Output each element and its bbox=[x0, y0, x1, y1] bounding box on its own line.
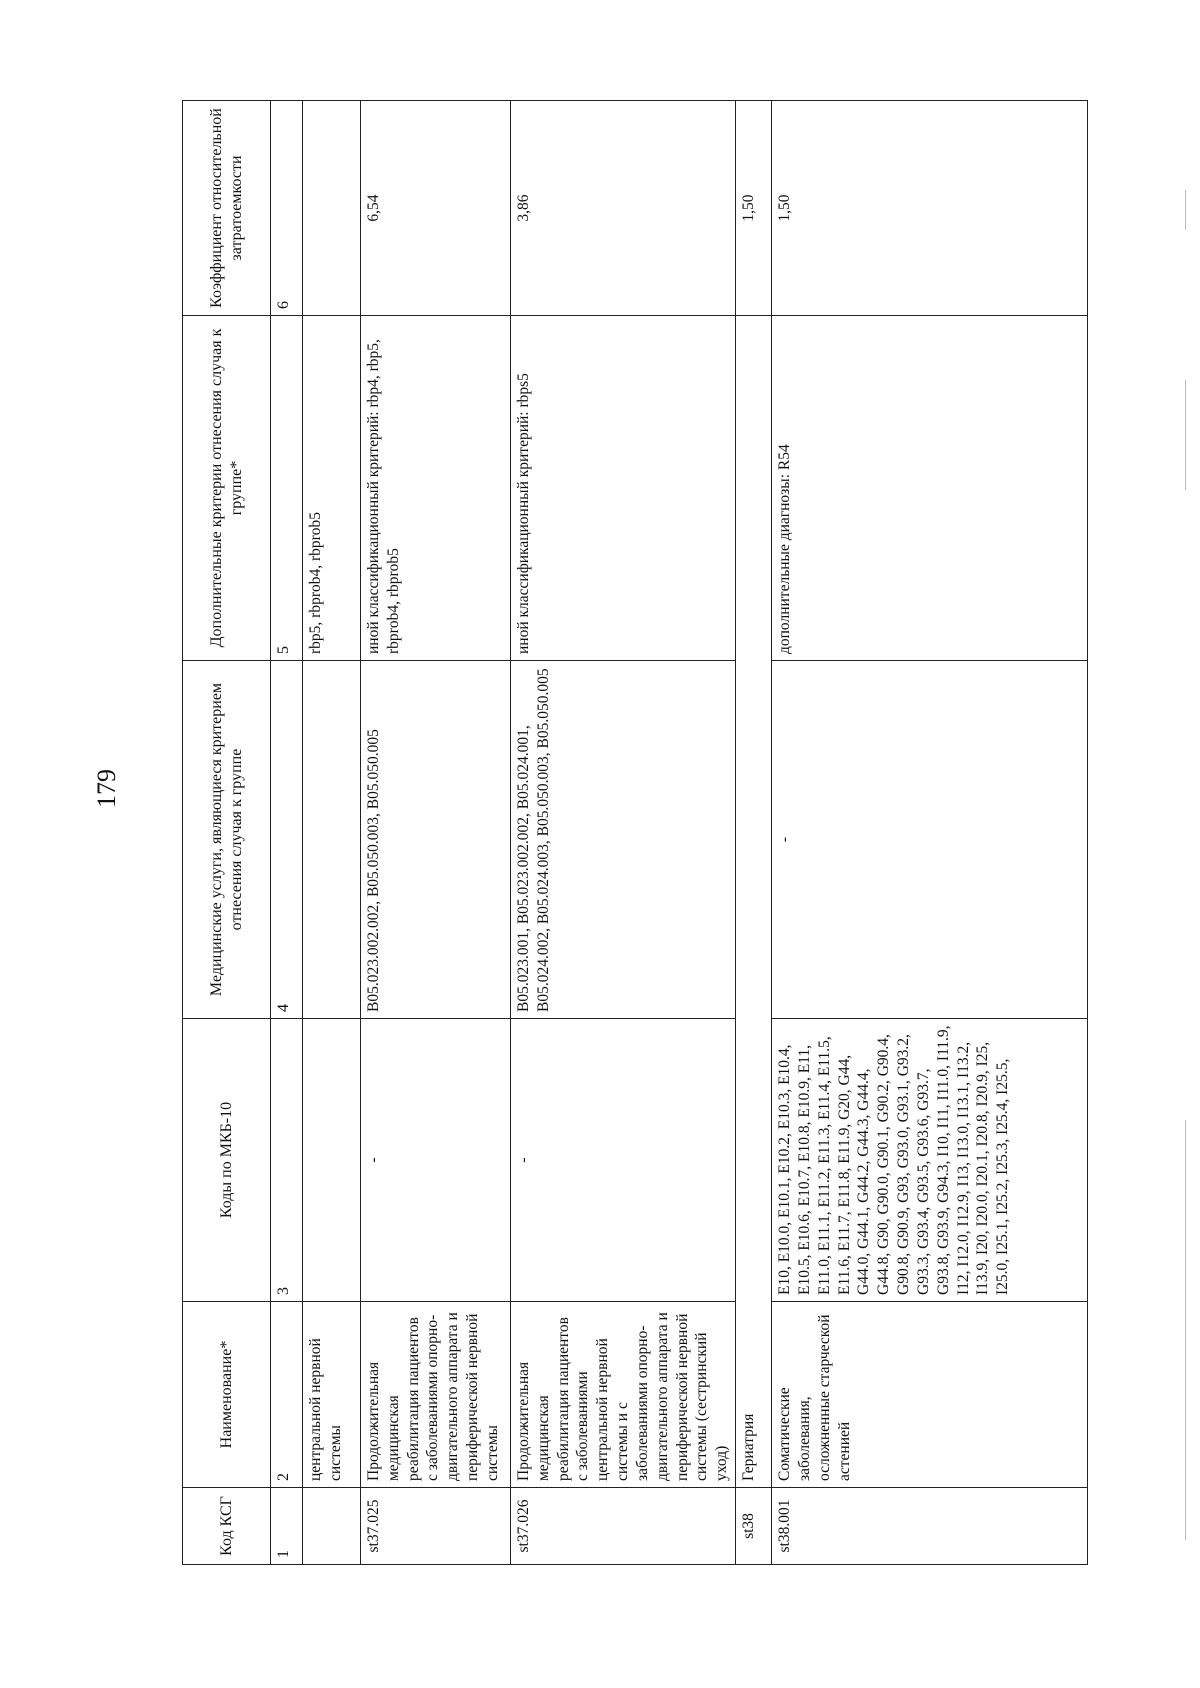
scan-artifact bbox=[1185, 1120, 1186, 1540]
extra-criteria: rbp5, rbprob4, rbprob5 bbox=[303, 316, 361, 661]
coefficient bbox=[303, 101, 361, 316]
extra-criteria: иной классификационный критерий: rbp4, rbp5, rbprob4, rbprob5 bbox=[361, 316, 511, 661]
col-number: 5 bbox=[271, 316, 303, 661]
mkb-codes: E10, E10.0, E10.1, E10.2, E10.3, E10.4, E10.5, E10.6, E10.7, E10.8, E10.9, E11, E11.0, E11.1, E11.2, E11.3, E11.4, E11.5, E11.6, E11.7, E11.8, E11.9, G20, G44, G44.0, G44.1, G44.2, G44.3, G44.4, G44.8, G90, G90.0, G90.1, G90.2, G90.4, G90.8, G90.9, G93, G93.0, G93.1, G93.2, G93.3, G93.4, G93.5, G93.6, G93.7, G93.8, G93.9, G94.3, I10, I11, I11.0, I11.9, I12, I12.0, I12.9, I13, I13.0, I13.1, I13.2, I13.9, I20, I20.0, I20.1, I20.8, I20.9, I25, I25.0, I25.1, I25.2, I25.3, I25.4, I25.5, bbox=[772, 1019, 1088, 1302]
column-number-row bbox=[271, 101, 303, 1565]
ksg-group-name: Гериатрия bbox=[736, 316, 772, 1488]
mkb-codes bbox=[303, 1019, 361, 1302]
mkb-codes: - bbox=[361, 1019, 511, 1302]
header-name: Наименование* bbox=[183, 1302, 271, 1488]
header-mkb: Коды по МКБ-10 bbox=[183, 1019, 271, 1302]
table-row bbox=[303, 101, 361, 1565]
ksg-name: Продолжительная медицинская реабилитация пациентов с заболеваниями центральной нервной системы и с заболеваниями опорно-двигательного аппарата и периферической нервной системы (сестринский уход) bbox=[511, 1302, 736, 1488]
ksg-table bbox=[182, 100, 1088, 1565]
header-services: Медицинские услуги, являющиеся критерием отнесения случая к группе bbox=[183, 661, 271, 1019]
ksg-name: Продолжительная медицинская реабилитация пациентов с заболеваниями опорно-двигательного аппарата и периферической нервной системы bbox=[361, 1302, 511, 1488]
header-code: Код КСГ bbox=[183, 1488, 271, 1565]
col-number: 6 bbox=[271, 101, 303, 316]
extra-criteria: дополнительные диагнозы: R54 bbox=[772, 316, 1088, 661]
coefficient: 1,50 bbox=[772, 101, 1088, 316]
table-row bbox=[361, 101, 511, 1565]
header-criteria: Дополнительные критерии отнесения случая к группе* bbox=[183, 316, 271, 661]
ksg-name: центральной нервной системы bbox=[303, 1302, 361, 1488]
rotated-table-wrapper bbox=[182, 101, 1088, 1565]
coefficient: 6,54 bbox=[361, 101, 511, 316]
coefficient: 1,50 bbox=[736, 101, 772, 316]
extra-criteria: иной классификационный критерий: rbps5 bbox=[511, 316, 736, 661]
ksg-code: st38 bbox=[736, 1488, 772, 1565]
header-row bbox=[183, 101, 271, 1565]
scan-artifact bbox=[1185, 190, 1186, 230]
medical-services: - bbox=[772, 661, 1088, 1019]
medical-services bbox=[303, 661, 361, 1019]
page-number: 179 bbox=[92, 769, 121, 808]
col-number: 2 bbox=[271, 1302, 303, 1488]
col-number: 4 bbox=[271, 661, 303, 1019]
ksg-code: st37.025 bbox=[361, 1488, 511, 1565]
table-row-group bbox=[736, 101, 772, 1565]
col-number: 1 bbox=[271, 1488, 303, 1565]
medical-services: B05.023.002.002, B05.050.003, B05.050.005 bbox=[361, 661, 511, 1019]
ksg-code bbox=[303, 1488, 361, 1565]
ksg-code: st38.001 bbox=[772, 1488, 1088, 1565]
ksg-code: st37.026 bbox=[511, 1488, 736, 1565]
scan-artifact bbox=[1185, 380, 1186, 490]
col-number: 3 bbox=[271, 1019, 303, 1302]
medical-services: B05.023.001, B05.023.002.002, B05.024.001, B05.024.002, B05.024.003, B05.050.003, B05.050.005 bbox=[511, 661, 736, 1019]
coefficient: 3,86 bbox=[511, 101, 736, 316]
mkb-codes: - bbox=[511, 1019, 736, 1302]
ksg-name: Соматические заболевания, осложненные старческой астенией bbox=[772, 1302, 1088, 1488]
table-row bbox=[772, 101, 1088, 1565]
header-coef: Коэффициент относительной затратоемкости bbox=[183, 101, 271, 316]
table-row bbox=[511, 101, 736, 1565]
